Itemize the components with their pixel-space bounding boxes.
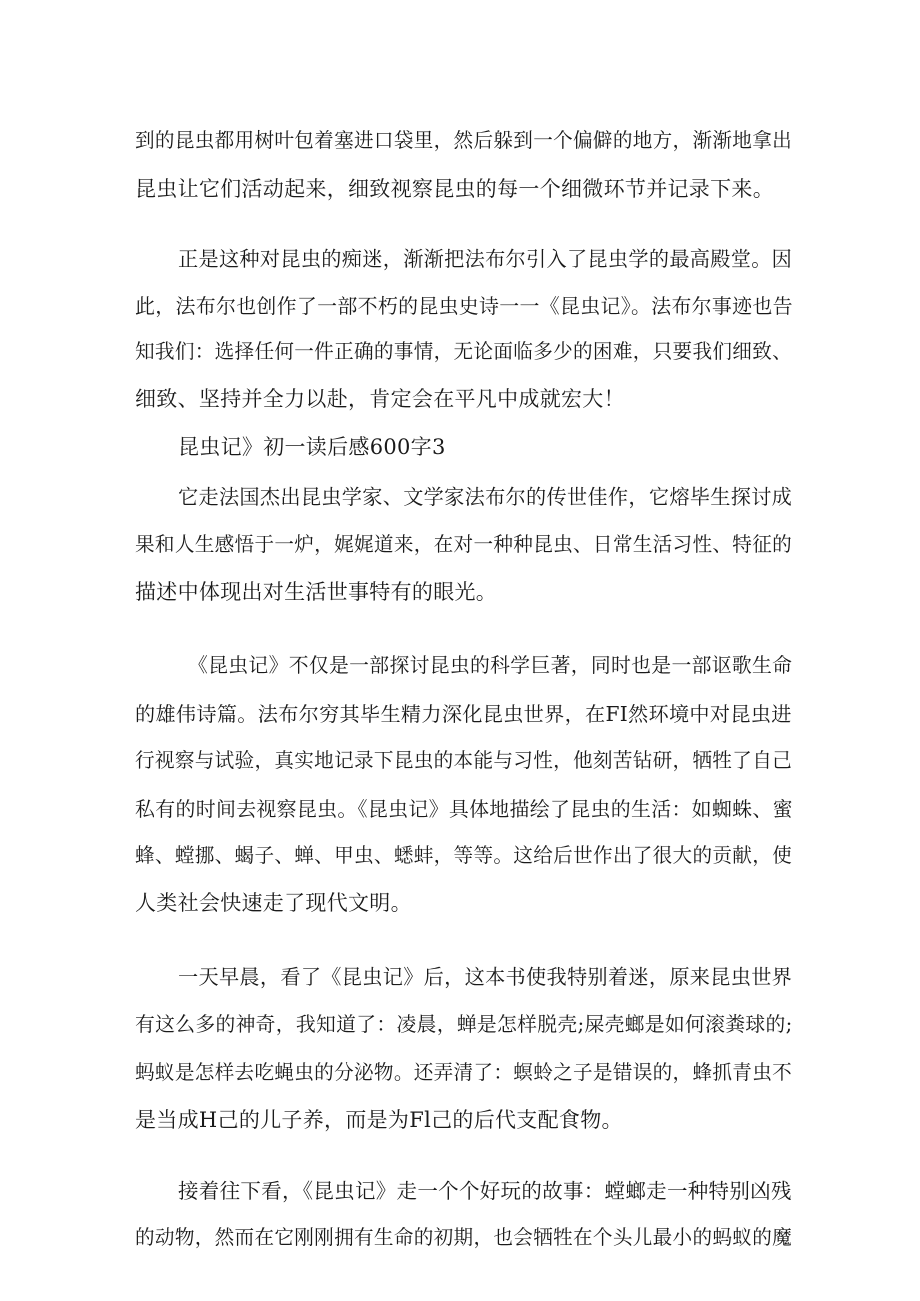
text-line: 果和人生感悟于一炉，娓娓道来，在对一种种昆虫、日常生活习性、特征的 [135, 533, 793, 556]
text-line: 有这么多的神奇，我知道了：凌晨，蝉是怎样脱壳;屎壳螂是如何滚粪球的; [135, 1013, 793, 1036]
text-line: 到的昆虫都用树叶包着塞进口袋里，然后躲到一个偏僻的地方，渐渐地拿出 [135, 129, 793, 152]
section-heading: 昆虫记》初一读后感600字3 [178, 435, 446, 459]
text-line: 描述中体现出对生活世事特有的眼光。 [135, 580, 498, 604]
text-line: 知我们：选择任何一件正确的事情，无论面临多少的困难，只要我们细致、 [135, 340, 793, 363]
text-line: 的动物，然而在它刚刚拥有生命的初期，也会牺牲在个头儿最小的蚂蚁的魔 [135, 1226, 793, 1249]
text-line: 细致、坚持并全力以赴，肯定会在平凡中成就宏大！ [135, 387, 625, 411]
text-line: 人类社会快速走了现代文明。 [135, 891, 412, 915]
text-line: 行视察与试验，真实地记录下昆虫的本能与习性，他刻苦钻研，牺牲了自己 [135, 749, 793, 772]
text-line: 一天早晨，看了《昆虫记》后，这本书使我特别着迷，原来昆虫世界 [178, 965, 793, 989]
text-line: 是当成H己的儿子养，而是为Fl己的后代支配食物。 [135, 1108, 623, 1132]
text-line: 昆虫让它们活动起来，细致视察昆虫的每一个细微环节并记录下来。 [135, 177, 774, 201]
text-line: 蜂、螳挪、蝎子、蝉、甲虫、蟋蚌，等等。这给后世作出了很大的贡献，使 [135, 844, 793, 867]
text-line: 它走法国杰出昆虫学家、文学家法布尔的传世佳作，它熔毕生探讨成 [178, 485, 793, 509]
text-line: 私有的时间去视察昆虫。《昆虫记》具体地描绘了昆虫的生活：如蜘蛛、蜜 [135, 797, 793, 821]
text-line: 《昆虫记》不仅是一部探讨昆虫的科学巨著，同时也是一部讴歌生命 [188, 654, 793, 677]
text-line: 蚂蚁是怎样去吃蝇虫的分泌物。还弄清了：螟蛉之子是错误的，蜂抓青虫不 [135, 1061, 793, 1084]
text-line: 的雄伟诗篇。法布尔穷其毕生精力深化昆虫世界，在FI然环境中对昆虫进 [135, 702, 792, 726]
text-line: 此，法布尔也创作了一部不朽的昆虫史诗一一《昆虫记》。法布尔事迹也告 [135, 294, 793, 318]
text-line: 正是这种对昆虫的痴迷，渐渐把法布尔引入了昆虫学的最高殿堂。因 [178, 247, 793, 271]
text-line: 接着往下看，《昆虫记》走一个个好玩的故事：螳螂走一种特别凶残 [178, 1179, 792, 1203]
